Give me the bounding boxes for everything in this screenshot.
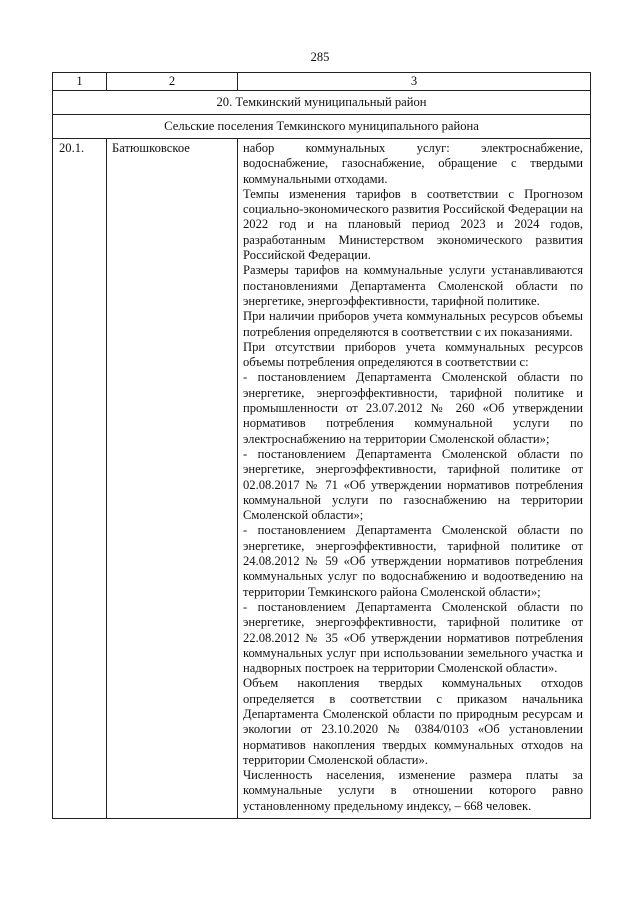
district-row [53,91,591,115]
paragraph-gas-norm: - постановлением Департамента Смоленской области по энергетике, энергоэффективности, тарифной политике от 02.08.2017 № 71 «Об утверждении нормативов потребления коммунальной услуги по газоснабжению на территории Смоленской области»; [243,446,583,523]
paragraph-meters-present: При наличии приборов учета коммунальных ресурсов объемы потребления определяются в соответствии с их показаниями. [243,309,583,339]
settlements-row [53,115,591,139]
tariff-table [52,72,591,819]
district-title: 20. Темкинский муниципальный район [53,91,591,115]
table-row [53,139,591,819]
row-description [238,139,591,819]
column-header-2: 2 [107,73,238,91]
paragraph-water-norm: - постановлением Департамента Смоленской области по энергетике, энергоэффективности, тарифной политике от 24.08.2012 № 59 «Об утверждении нормативов потребления коммунальных услуг по водоснабжению и водоотведению на территории Темкинского района Смоленской области»; [243,523,583,599]
column-header-3: 3 [238,73,591,91]
row-number: 20.1. [53,139,107,819]
paragraph-tariff-sizes: Размеры тарифов на коммунальные услуги устанавливаются постановлениями Департамента Смоленской области по энергетике, энергоэффективности, тарифной политике. [243,263,583,308]
paragraph-electricity-norm: - постановлением Департамента Смоленской области по энергетике, энергоэффективности, тарифной политике и промышленности от 23.07.2012 № 260 «Об утверждении нормативов потребления коммунальной услуги по электроснабжению на территории Смоленской области»; [243,370,583,446]
paragraph-tariff-dynamics: Темпы изменения тарифов в соответствии с Прогнозом социально-экономического развития Российской Федерации на 2022 год и на плановый период 2023 и 2024 годов, разработанным Министерством экономического развития Российской Федерации. [243,186,583,263]
settlement-name: Батюшковское [107,139,238,819]
column-number-row [53,73,591,91]
settlements-title: Сельские поселения Темкинского муниципального района [53,115,591,139]
paragraph-services: набор коммунальных услуг: электроснабжение, водоснабжение, газоснабжение, обращение с твердыми коммунальными отходами. [243,141,583,186]
column-header-1: 1 [53,73,107,91]
paragraph-meters-absent: При отсутствии приборов учета коммунальных ресурсов объемы потребления определяются в соответствии с: [243,339,583,370]
paragraph-land-norm: - постановлением Департамента Смоленской области по энергетике, энергоэффективности, тарифной политике от 22.08.2012 № 35 «Об утверждении нормативов потребления коммунальных услуг при использовании земельного участка и надворных построек на территории Смоленской области». [243,599,583,676]
paragraph-waste-norm: Объем накопления твердых коммунальных отходов определяется в соответствии с приказом начальника Департамента Смоленской области по природным ресурсам и экологии от 23.10.2020 № 0384/0103 «Об установлении нормативов накопления твердых коммунальных отходов на территории Смоленской области». [243,676,583,767]
page-number: 285 [310,50,330,64]
paragraph-population: Численность населения, изменение размера платы за коммунальные услуги в отношении которого равно установленному предельному индексу, – 668 человек. [243,768,583,813]
